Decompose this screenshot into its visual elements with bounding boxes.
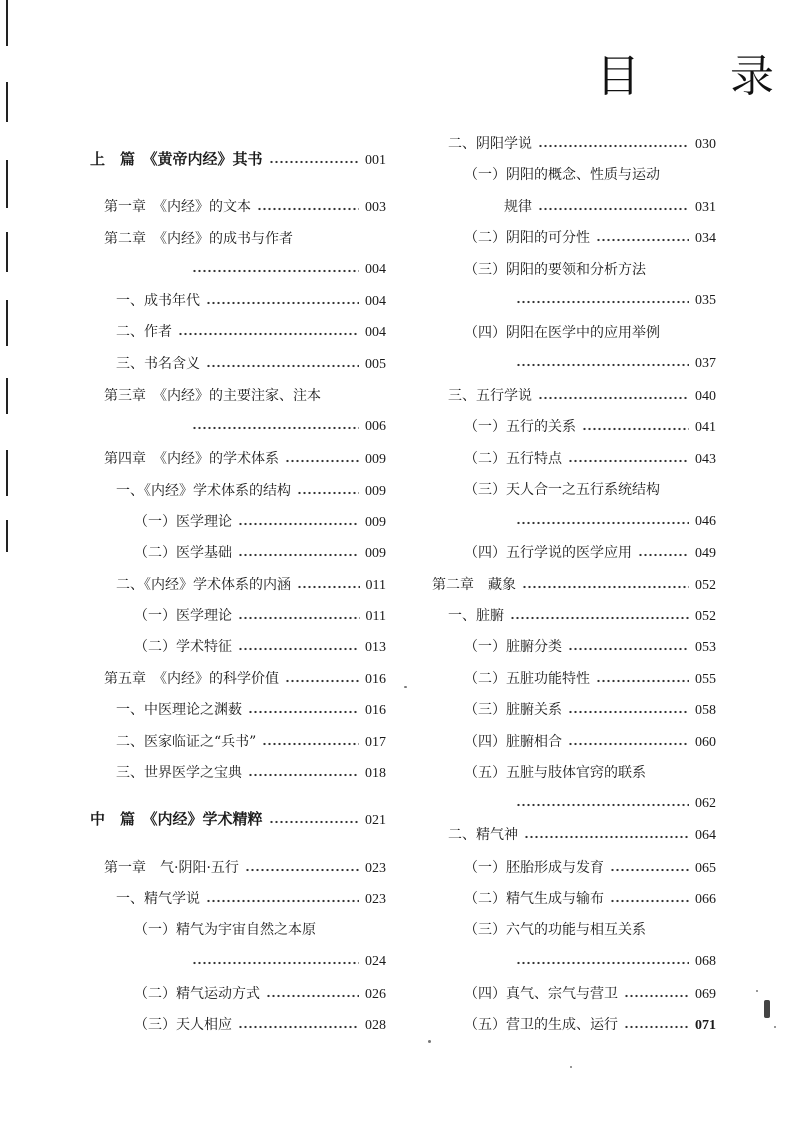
leader-dots	[538, 138, 689, 148]
leader-dots	[596, 232, 689, 242]
leader-dots	[610, 862, 689, 872]
leader-dots	[178, 326, 359, 336]
toc-entry[interactable]	[464, 762, 716, 784]
leader-dots	[638, 547, 689, 557]
leader-dots	[245, 862, 359, 872]
toc-entry[interactable]	[116, 574, 386, 596]
toc-page-number: 069	[695, 987, 716, 1002]
toc-entry[interactable]	[116, 699, 386, 721]
toc-entry-continuation[interactable]	[510, 793, 716, 815]
toc-entry-title: （二）医学基础	[134, 545, 232, 561]
toc-page-number: 046	[695, 514, 716, 529]
toc-page-number: 018	[365, 766, 386, 781]
toc-entry[interactable]	[116, 321, 386, 343]
leader-dots	[516, 797, 689, 807]
toc-entry-title: （五）五脏与肢体官窍的联系	[464, 765, 646, 781]
toc-entry-title: （一）精气为宇宙自然之本原	[134, 922, 316, 938]
toc-entry[interactable]	[134, 919, 386, 941]
leader-dots	[568, 704, 689, 714]
toc-entry[interactable]	[464, 322, 716, 344]
toc-entry[interactable]	[134, 636, 386, 658]
toc-entry[interactable]	[104, 385, 386, 407]
leader-dots	[297, 485, 359, 495]
toc-entry[interactable]	[464, 857, 716, 879]
toc-page-number: 004	[365, 294, 386, 309]
toc-page-number: 016	[365, 672, 386, 687]
toc-entry[interactable]	[464, 259, 716, 281]
toc-page-number: 013	[365, 640, 386, 655]
toc-entry-continuation[interactable]	[186, 259, 386, 281]
leader-dots	[262, 736, 359, 746]
leader-dots	[238, 547, 359, 557]
toc-page-number: 060	[695, 735, 716, 750]
leader-dots	[538, 390, 689, 400]
toc-page-number: 016	[365, 703, 386, 718]
toc-entry-title: 二、《内经》学术体系的内涵	[116, 577, 291, 593]
leader-dots	[624, 988, 689, 998]
toc-entry[interactable]	[464, 448, 716, 470]
toc-entry-title: 第一章 《内经》的文本	[104, 199, 251, 215]
toc-page-number: 035	[695, 293, 716, 308]
toc-page-number: 064	[695, 828, 716, 843]
leader-dots	[206, 358, 359, 368]
leader-dots	[297, 579, 360, 589]
toc-entry[interactable]	[104, 668, 386, 690]
toc-entry[interactable]	[134, 983, 386, 1005]
scan-speck	[764, 1000, 770, 1018]
toc-entry-title: 第四章 《内经》的学术体系	[104, 451, 279, 467]
scan-speck	[570, 1066, 572, 1068]
leader-dots	[568, 453, 689, 463]
toc-page-number: 009	[365, 546, 386, 561]
toc-entry[interactable]	[464, 636, 716, 658]
leader-dots	[248, 767, 359, 777]
toc-page-number: 058	[695, 703, 716, 718]
toc-entry-title: 上 篇 《黄帝内经》其书	[90, 150, 263, 168]
toc-entry-title: 二、作者	[116, 324, 172, 340]
toc-entry-title: （四）阴阳在医学中的应用举例	[464, 325, 660, 341]
toc-page-number: 011	[365, 609, 386, 624]
leader-dots	[568, 641, 689, 651]
toc-page-number: 003	[365, 200, 386, 215]
toc-entry[interactable]	[116, 762, 386, 784]
toc-entry[interactable]	[134, 542, 386, 564]
toc-entry[interactable]	[464, 227, 716, 249]
toc-page-number: 052	[695, 578, 716, 593]
toc-entry-title: （一）阴阳的概念、性质与运动	[464, 167, 660, 183]
leader-dots	[266, 988, 359, 998]
toc-entry[interactable]	[448, 824, 716, 846]
toc-page-number: 005	[365, 357, 386, 372]
leader-dots	[516, 357, 689, 367]
toc-page-number: 037	[695, 356, 716, 371]
toc-page-number: 028	[365, 1018, 386, 1033]
leader-dots	[238, 641, 359, 651]
toc-page-number: 006	[365, 419, 386, 434]
toc-entry-title: （三）天人相应	[134, 1017, 232, 1033]
toc-page-number: 021	[365, 813, 386, 828]
toc-entry-title: 二、医家临证之“兵书”	[116, 734, 257, 750]
toc-entry[interactable]	[104, 228, 386, 250]
leader-dots	[582, 421, 689, 431]
toc-entry[interactable]	[464, 479, 716, 501]
toc-entry-title: 规律	[504, 199, 532, 215]
toc-entry[interactable]	[104, 196, 386, 218]
toc-entry-title: 三、五行学说	[448, 388, 532, 404]
toc-entry[interactable]	[448, 133, 716, 155]
leader-dots	[524, 829, 689, 839]
toc-entry[interactable]	[116, 290, 386, 312]
toc-entry-title: （三）六气的功能与相互关系	[464, 922, 646, 938]
toc-entry[interactable]	[464, 888, 716, 910]
scan-speck	[774, 1026, 776, 1028]
leader-dots	[285, 453, 359, 463]
toc-entry[interactable]	[116, 731, 386, 753]
toc-entry-title: 二、精气神	[448, 827, 518, 843]
leader-dots	[568, 736, 689, 746]
toc-page-number: 041	[695, 420, 716, 435]
leader-dots	[522, 579, 689, 589]
toc-entry-title: 中 篇 《内经》学术精粹	[90, 810, 263, 828]
toc-page-number: 026	[365, 987, 386, 1002]
leader-dots	[516, 294, 689, 304]
page-title: 目 录	[596, 51, 812, 102]
toc-page-number: 052	[695, 609, 716, 624]
toc-entry[interactable]	[504, 196, 716, 218]
toc-entry-title: 第二章 藏象	[432, 577, 516, 593]
toc-entry-title: 第五章 《内经》的科学价值	[104, 671, 279, 687]
toc-page-number: 062	[695, 796, 716, 811]
toc-entry-title: （一）五行的关系	[464, 419, 576, 435]
toc-page-number: 034	[695, 231, 716, 246]
toc-entry-title: 三、书名含义	[116, 356, 200, 372]
toc-page-number: 066	[695, 892, 716, 907]
toc-entry[interactable]	[464, 542, 716, 564]
toc-page-number: 024	[365, 954, 386, 969]
toc-entry[interactable]	[90, 808, 386, 830]
leader-dots	[538, 201, 689, 211]
toc-page-number: 017	[365, 735, 386, 750]
leader-dots	[206, 893, 359, 903]
toc-entry-title: （一）脏腑分类	[464, 639, 562, 655]
toc-entry[interactable]	[104, 857, 386, 879]
scan-speck	[404, 686, 407, 688]
leader-dots	[238, 610, 360, 620]
toc-page-number: 049	[695, 546, 716, 561]
toc-page-number: 068	[695, 954, 716, 969]
toc-entry-title: （二）五脏功能特性	[464, 671, 590, 687]
toc-page-number: 071	[695, 1018, 716, 1033]
leader-dots	[269, 154, 359, 164]
toc-entry-title: （三）脏腑关系	[464, 702, 562, 718]
toc-entry[interactable]	[448, 605, 716, 627]
toc-page-number: 053	[695, 640, 716, 655]
toc-entry-title: （一）胚胎形成与发育	[464, 860, 604, 876]
leader-dots	[192, 955, 359, 965]
toc-entry-continuation[interactable]	[510, 290, 716, 312]
toc-entry[interactable]	[116, 353, 386, 375]
toc-entry-title: （四）五行学说的医学应用	[464, 545, 632, 561]
toc-page-number: 043	[695, 452, 716, 467]
toc-entry[interactable]	[116, 888, 386, 910]
toc-page-number: 030	[695, 137, 716, 152]
leader-dots	[257, 201, 359, 211]
leader-dots	[510, 610, 689, 620]
toc-page-number: 009	[365, 484, 386, 499]
leader-dots	[238, 1019, 359, 1029]
toc-entry-title: 一、精气学说	[116, 891, 200, 907]
toc-entry-title: （四）脏腑相合	[464, 734, 562, 750]
leader-dots	[248, 704, 359, 714]
leader-dots	[596, 673, 689, 683]
toc-entry[interactable]	[90, 148, 386, 170]
toc-page-number: 004	[365, 325, 386, 340]
toc-page-number: 009	[365, 452, 386, 467]
toc-entry-title: 第一章 气·阴阳·五行	[104, 860, 239, 876]
toc-entry-title: 一、成书年代	[116, 293, 200, 309]
toc-entry-title: 一、中医理论之渊薮	[116, 702, 242, 718]
toc-page-number: 009	[365, 515, 386, 530]
toc-page-number: 055	[695, 672, 716, 687]
toc-entry-title: （一）医学理论	[134, 514, 232, 530]
leader-dots	[516, 515, 689, 525]
toc-page-number: 065	[695, 861, 716, 876]
leader-dots	[206, 295, 359, 305]
toc-entry-title: （一）医学理论	[134, 608, 232, 624]
toc-entry-continuation[interactable]	[510, 951, 716, 973]
toc-entry-title: （二）阴阳的可分性	[464, 230, 590, 246]
toc-entry[interactable]	[464, 1014, 716, 1036]
leader-dots	[624, 1019, 689, 1029]
leader-dots	[238, 516, 359, 526]
toc-page-number: 040	[695, 389, 716, 404]
toc-entry-title: （四）真气、宗气与营卫	[464, 986, 618, 1002]
toc-entry[interactable]	[464, 983, 716, 1005]
toc-entry[interactable]	[464, 416, 716, 438]
toc-entry[interactable]	[464, 668, 716, 690]
toc-page-number: 011	[365, 578, 386, 593]
scan-speck	[428, 1040, 431, 1043]
toc-entry[interactable]	[448, 385, 716, 407]
toc-entry[interactable]	[464, 699, 716, 721]
toc-entry[interactable]	[432, 574, 716, 596]
toc-entry-continuation[interactable]	[186, 416, 386, 438]
toc-page-number: 023	[365, 861, 386, 876]
toc-entry-title: 一、脏腑	[448, 608, 504, 624]
toc-entry-title: （二）学术特征	[134, 639, 232, 655]
toc-entry[interactable]	[134, 1014, 386, 1036]
toc-entry[interactable]	[116, 480, 386, 502]
toc-entry-continuation[interactable]	[186, 951, 386, 973]
toc-entry-continuation[interactable]	[510, 353, 716, 375]
toc-entry-title: 二、阴阳学说	[448, 136, 532, 152]
toc-entry[interactable]	[134, 511, 386, 533]
leader-dots	[516, 955, 689, 965]
toc-entry-title: 第二章 《内经》的成书与作者	[104, 231, 293, 247]
toc-entry-title: （二）精气运动方式	[134, 986, 260, 1002]
toc-entry-continuation[interactable]	[510, 511, 716, 533]
scan-speck	[756, 990, 758, 992]
toc-entry[interactable]	[464, 731, 716, 753]
toc-entry-title: （二）五行特点	[464, 451, 562, 467]
toc-page-number: 023	[365, 892, 386, 907]
toc-page-number: 004	[365, 262, 386, 277]
toc-entry-title: （三）阴阳的要领和分析方法	[464, 262, 646, 278]
toc-entry[interactable]	[104, 448, 386, 470]
toc-entry-title: （二）精气生成与输布	[464, 891, 604, 907]
toc-entry[interactable]	[464, 919, 716, 941]
toc-entry-title: 第三章 《内经》的主要注家、注本	[104, 388, 321, 404]
toc-page-number: 031	[695, 200, 716, 215]
leader-dots	[192, 263, 359, 273]
toc-entry-title: 一、《内经》学术体系的结构	[116, 483, 291, 499]
leader-dots	[610, 893, 689, 903]
toc-entry-title: （三）天人合一之五行系统结构	[464, 482, 660, 498]
toc-entry-title: （五）营卫的生成、运行	[464, 1017, 618, 1033]
toc-page-number: 001	[365, 153, 386, 168]
leader-dots	[192, 420, 359, 430]
toc-entry[interactable]	[464, 164, 716, 186]
leader-dots	[285, 673, 359, 683]
leader-dots	[269, 814, 359, 824]
toc-entry-title: 三、世界医学之宝典	[116, 765, 242, 781]
toc-entry[interactable]	[134, 605, 386, 627]
